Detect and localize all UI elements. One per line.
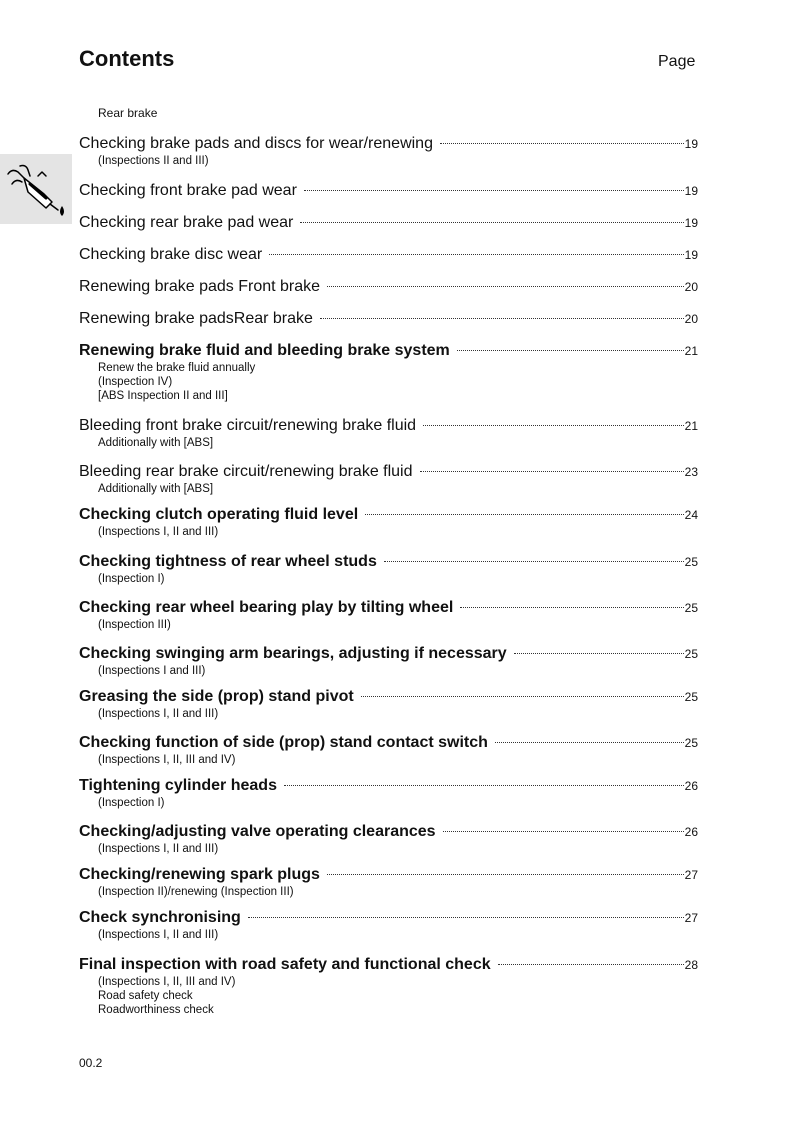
dot-leader xyxy=(327,874,684,875)
dot-leader xyxy=(320,318,684,319)
toc-entry-line xyxy=(79,416,698,436)
toc-entry xyxy=(79,245,698,265)
toc-entry-page: 28 xyxy=(684,958,698,972)
toc-entry-title: Checking rear brake pad wear xyxy=(79,214,294,231)
dot-leader xyxy=(443,831,684,832)
toc-entry-line xyxy=(79,598,698,618)
toc-entry-page: 21 xyxy=(684,419,698,433)
dot-leader xyxy=(284,785,684,786)
toc-entry-title: Checking tightness of rear wheel studs xyxy=(79,553,377,570)
toc-entry-line xyxy=(79,462,698,482)
dot-leader xyxy=(300,222,683,223)
toc-entry-line xyxy=(79,341,698,361)
toc-entry xyxy=(79,552,698,586)
toc-entry-note: (Inspection I) xyxy=(98,573,165,585)
dot-leader xyxy=(420,471,684,472)
toc-entry-title: Checking brake pads and discs for wear/renewing xyxy=(79,135,433,152)
toc-entry-line xyxy=(79,733,698,753)
toc-entry-note: Roadworthiness check xyxy=(98,1004,214,1016)
toc-entry-page: 24 xyxy=(684,508,698,522)
dot-leader xyxy=(457,350,684,351)
dot-leader xyxy=(440,143,684,144)
brake-fluid-can-icon xyxy=(0,154,72,224)
toc-entry-page: 25 xyxy=(684,736,698,750)
toc-entry-line xyxy=(79,552,698,572)
toc-entry-line xyxy=(79,134,698,154)
toc-entry-page: 27 xyxy=(684,911,698,925)
dot-leader xyxy=(365,514,683,515)
toc-entry xyxy=(79,213,698,233)
toc-entry xyxy=(79,277,698,297)
toc-entry-title: Checking brake disc wear xyxy=(79,246,263,263)
toc-entry xyxy=(79,416,698,450)
toc-entry-page: 27 xyxy=(684,868,698,882)
toc-entry-line xyxy=(79,181,698,201)
toc-entry-title: Checking function of side (prop) stand contact switch xyxy=(79,734,488,751)
toc-entry-page: 25 xyxy=(684,647,698,661)
toc-entry-line xyxy=(79,865,698,885)
toc-entry xyxy=(79,776,698,810)
toc-entry-note: (Inspections I, II, III and IV) xyxy=(98,976,236,988)
toc-entry-title: Bleeding front brake circuit/renewing brake fluid xyxy=(79,417,417,434)
toc-entry-line xyxy=(79,505,698,525)
toc-entry-line xyxy=(79,908,698,928)
dot-leader xyxy=(361,696,684,697)
toc-entry-page: 19 xyxy=(684,184,698,198)
page-column-label: Page xyxy=(658,53,696,70)
toc-entry-page: 21 xyxy=(684,344,698,358)
dot-leader xyxy=(304,190,684,191)
toc-entry-note: (Inspections II and III) xyxy=(98,155,209,167)
dot-leader xyxy=(384,561,684,562)
dot-leader xyxy=(495,742,684,743)
dot-leader xyxy=(498,964,684,965)
toc-entry-line xyxy=(79,687,698,707)
toc-entry-line xyxy=(79,245,698,265)
toc-entry-note: Road safety check xyxy=(98,990,193,1002)
toc-entry-note: (Inspection I) xyxy=(98,797,165,809)
toc-entry-page: 19 xyxy=(684,248,698,262)
toc-entry-line xyxy=(79,644,698,664)
toc-entry-title: Tightening cylinder heads xyxy=(79,777,277,794)
toc-entry-page: 25 xyxy=(684,601,698,615)
dot-leader xyxy=(327,286,684,287)
toc-entry-title: Greasing the side (prop) stand pivot xyxy=(79,688,354,705)
toc-entry xyxy=(79,687,698,721)
toc-entry-title: Checking clutch operating fluid level xyxy=(79,506,359,523)
toc-entry-note: (Inspections I, II and III) xyxy=(98,526,219,538)
toc-entry xyxy=(79,733,698,767)
toc-entry xyxy=(79,462,698,496)
toc-entry-title: Checking front brake pad wear xyxy=(79,182,297,199)
toc-entry xyxy=(79,908,698,942)
page-number: 00.2 xyxy=(79,1056,103,1070)
toc-entry xyxy=(79,341,698,403)
toc-entry-title: Checking/adjusting valve operating clearances xyxy=(79,823,436,840)
toc-entry-page: 25 xyxy=(684,690,698,704)
toc-entry xyxy=(79,644,698,678)
toc-entry-line xyxy=(79,277,698,297)
toc-entry-title: Final inspection with road safety and functional check xyxy=(79,956,491,973)
page-title: Contents xyxy=(79,46,175,71)
toc-entry xyxy=(79,865,698,899)
toc-entry-note: (Inspections I, II, III and IV) xyxy=(98,754,236,766)
toc-entry-note: (Inspections I, II and III) xyxy=(98,929,219,941)
dot-leader xyxy=(248,917,684,918)
dot-leader xyxy=(269,254,683,255)
toc-entry xyxy=(79,309,698,329)
toc-entry-line xyxy=(79,955,698,975)
toc-entry-note: (Inspections I and III) xyxy=(98,665,206,677)
toc-entry-note: Renew the brake fluid annually xyxy=(98,362,256,374)
dot-leader xyxy=(514,653,684,654)
toc-entry-page: 26 xyxy=(684,825,698,839)
toc-entry-note: (Inspections I, II and III) xyxy=(98,708,219,720)
toc-entry-title: Checking swinging arm bearings, adjusting if necessary xyxy=(79,645,507,662)
dot-leader xyxy=(423,425,684,426)
toc-entry-page: 23 xyxy=(684,465,698,479)
toc-entry-title: Bleeding rear brake circuit/renewing brake fluid xyxy=(79,463,413,480)
toc-entry-page: 20 xyxy=(684,280,698,294)
toc-entry-note: Additionally with [ABS] xyxy=(98,483,214,495)
toc-entry-note: Additionally with [ABS] xyxy=(98,437,214,449)
toc-entry xyxy=(79,598,698,632)
toc-entry-page: 20 xyxy=(684,312,698,326)
toc-entry xyxy=(79,955,698,1017)
dot-leader xyxy=(460,607,683,608)
toc-entry-line xyxy=(79,213,698,233)
toc-entry-note: (Inspection IV) xyxy=(98,376,173,388)
toc-entry-title: Renewing brake padsRear brake xyxy=(79,310,313,327)
toc-entry xyxy=(79,134,698,168)
toc-entry-title: Checking/renewing spark plugs xyxy=(79,866,320,883)
toc-entry xyxy=(79,822,698,856)
toc-entry-line xyxy=(79,822,698,842)
toc-entry xyxy=(79,505,698,539)
toc-entry-line xyxy=(79,309,698,329)
toc-entry xyxy=(79,181,698,201)
toc-entry-title: Renewing brake fluid and bleeding brake system xyxy=(79,342,450,359)
toc-entry-title: Renewing brake pads Front brake xyxy=(79,278,321,295)
toc-entry-note: (Inspection II)/renewing (Inspection III) xyxy=(98,886,294,898)
toc-entry-page: 19 xyxy=(684,216,698,230)
toc-entry-page: 26 xyxy=(684,779,698,793)
toc-entry-page: 25 xyxy=(684,555,698,569)
toc-entry-note: [ABS Inspection II and III] xyxy=(98,390,228,402)
toc-entry-title: Checking rear wheel bearing play by tilting wheel xyxy=(79,599,454,616)
toc-entry-title: Check synchronising xyxy=(79,909,241,926)
toc-entry-note: (Inspections I, II and III) xyxy=(98,843,219,855)
section-heading: Rear brake xyxy=(98,106,158,120)
toc-entry-note: (Inspection III) xyxy=(98,619,171,631)
toc-entry-page: 19 xyxy=(684,137,698,151)
toc-entry-line xyxy=(79,776,698,796)
